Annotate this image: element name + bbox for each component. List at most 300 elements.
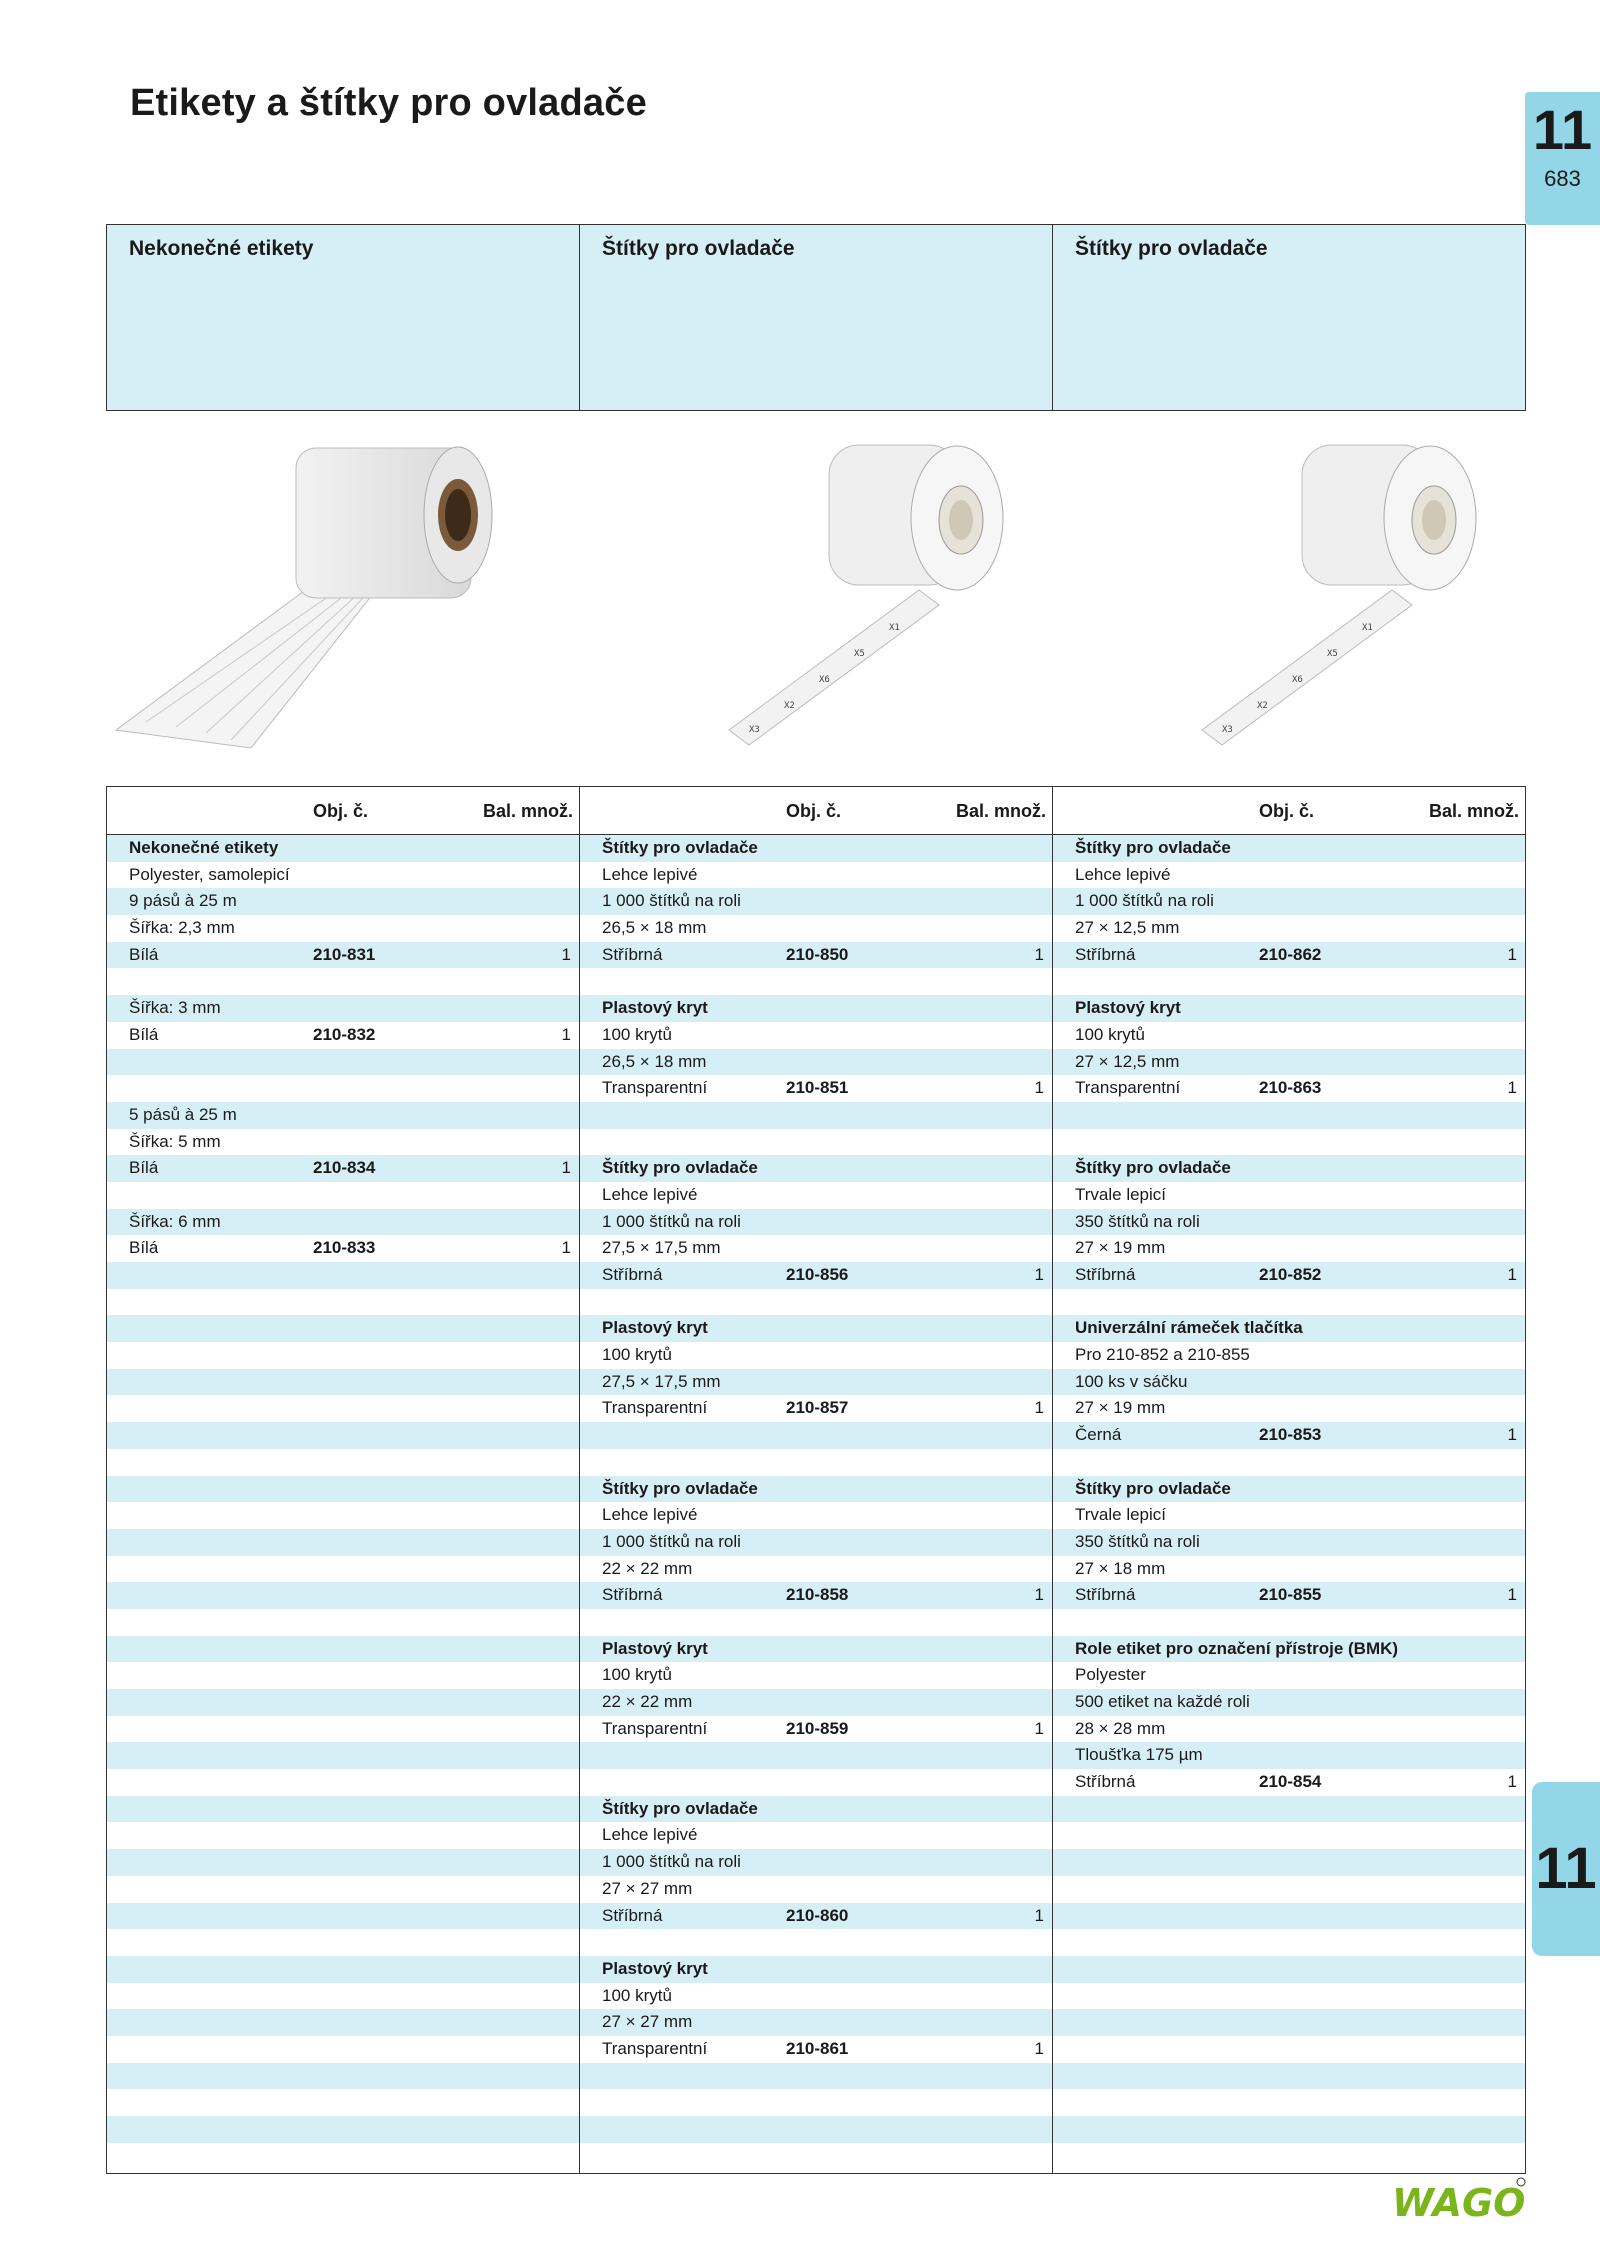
side-chapter-number: 11 [1535,1836,1597,1901]
wago-logo-text: WAGO [1392,2181,1526,2225]
product-group-title: Plastový kryt [602,1638,708,1658]
table-row [580,1075,1052,1102]
table-row [107,1209,579,1236]
table-row [107,1182,579,1209]
table-row [107,1876,579,1903]
table-row [1053,1956,1525,1983]
side-chapter-tab[interactable] [1532,1782,1600,1956]
table-row [107,2036,579,2063]
table-row [580,1769,1052,1796]
table-row [1053,1476,1525,1503]
table-row [580,1476,1052,1503]
table-row [1053,1049,1525,1076]
product-group-title: Štítky pro ovladače [1075,1478,1231,1498]
table-row [580,1529,1052,1556]
product-attribute: 22 × 22 mm [602,1692,693,1711]
pack-quantity: 1 [1034,1905,1044,1925]
order-number: 210-858 [786,1585,849,1605]
pack-quantity: 1 [1034,1078,1044,1098]
product-attribute: 100 krytů [602,1345,672,1365]
table-row [580,1502,1052,1529]
table-row [580,1689,1052,1716]
product-attribute: 5 pásů à 25 m [129,1104,237,1124]
table-row [580,1422,1052,1449]
table-row [107,1716,579,1743]
table-row [1053,1182,1525,1209]
table-row [107,2063,579,2090]
table-row [580,1022,1052,1049]
table-row [107,1796,579,1823]
header-col-3 [1052,225,1525,410]
roll-label-8: X6 [1292,675,1303,685]
table-row [1053,2036,1525,2063]
product-attribute: Černá [1075,1425,1122,1445]
order-number: 210-857 [786,1398,849,1418]
table-row [107,1903,579,1930]
product-group-title: Role etiket pro označení přístroje (BMK) [1075,1638,1399,1658]
table-row [580,1315,1052,1342]
product-attribute: 27,5 × 17,5 mm [602,1371,721,1391]
product-attribute: 27 × 18 mm [1075,1558,1166,1578]
table-row [580,1102,1052,1129]
header-col-3-label: Štítky pro ovladače [1075,237,1268,260]
table-row [107,1556,579,1583]
table-row [107,1769,579,1796]
table-row [107,995,579,1022]
table-row [107,1662,579,1689]
table-row [107,1822,579,1849]
table-row [107,1369,579,1396]
roll-label-9: X5 [1327,649,1338,659]
product-attribute: 27 × 19 mm [1075,1398,1166,1418]
table-row [580,1449,1052,1476]
product-attribute: 1 000 štítků na roli [602,1211,741,1231]
product-attribute: Stříbrná [602,1265,663,1284]
operator-marker-roll-image-1 [579,430,1052,750]
product-attribute: 27,5 × 17,5 mm [602,1238,721,1258]
table-row [580,1556,1052,1583]
table-row [580,1876,1052,1903]
endless-labels-roll-image [106,430,579,750]
table-row [1053,1235,1525,1262]
roll-label-4: X5 [854,649,865,659]
table-row [1053,1502,1525,1529]
product-group-title: Plastový kryt [1075,998,1181,1018]
header-col-1-label: Nekonečné etikety [129,237,314,260]
order-number: 210-854 [1259,1772,1322,1792]
product-attribute: 27 × 12,5 mm [1075,918,1180,938]
table-col-1 [107,787,579,2173]
table-row [580,862,1052,889]
order-number: 210-862 [1259,944,1322,964]
table-row [107,1636,579,1663]
table-row [580,2036,1052,2063]
product-attribute: Lehce lepivé [602,1825,698,1845]
table-row [1053,1929,1525,1956]
header-col-1 [107,225,579,410]
table-row [1053,1395,1525,1422]
table-row [580,1262,1052,1289]
product-attribute: 100 krytů [1075,1024,1145,1044]
table-row [1053,1742,1525,1769]
table-row [1053,888,1525,915]
product-attribute: 27 × 12,5 mm [1075,1051,1180,1071]
table-row [580,1849,1052,1876]
table-row [1053,1983,1525,2010]
table-row [580,1609,1052,1636]
order-number-header: Obj. č. [1259,801,1315,821]
table-row [1053,2009,1525,2036]
table-row [1053,1262,1525,1289]
product-attribute: Transparentní [602,1398,708,1418]
product-attribute: Lehce lepivé [602,1184,698,1204]
product-attribute: Trvale lepicí [1075,1184,1167,1204]
product-attribute: Polyester, samolepicí [129,864,290,884]
product-attribute: 26,5 × 18 mm [602,1051,707,1071]
table-row [107,1449,579,1476]
product-attribute: Lehce lepivé [1075,864,1171,884]
order-number: 210-856 [786,1265,849,1284]
pack-quantity: 1 [561,1158,571,1178]
product-attribute: 1 000 štítků na roli [1075,891,1214,911]
wago-logo [1388,2170,1528,2230]
product-group-title: Plastový kryt [602,998,708,1018]
product-group-title: Univerzální rámeček tlačítka [1075,1318,1303,1338]
product-attribute: 350 štítků na roli [1075,1211,1200,1231]
table-row [1053,1129,1525,1156]
pack-quantity: 1 [1507,1265,1517,1284]
table-row [107,1742,579,1769]
product-attribute: Transparentní [602,1078,708,1098]
table-row [580,2116,1052,2143]
product-attribute: Šířka: 6 mm [129,1211,221,1231]
table-row [107,1022,579,1049]
table-row [580,1796,1052,1823]
product-attribute: Polyester [1075,1665,1146,1685]
table-row [1053,1422,1525,1449]
table-row [1053,1369,1525,1396]
product-attribute: 100 krytů [602,1985,672,2005]
order-number: 210-859 [786,1718,849,1738]
table-row [107,835,579,862]
roll-label-10: X1 [1362,623,1373,633]
order-number: 210-832 [313,1024,376,1044]
product-attribute: Trvale lepicí [1075,1505,1167,1525]
pack-quantity: 1 [1507,1078,1517,1098]
table-row [1053,2143,1525,2170]
table-row [1053,1849,1525,1876]
order-number: 210-861 [786,2038,849,2058]
table-row [1053,1903,1525,1930]
table-rows [1053,835,1525,2169]
table-row [1053,835,1525,862]
table-row [1053,862,1525,889]
pack-quantity: 1 [1034,1585,1044,1605]
product-attribute: 27 × 27 mm [602,2012,693,2032]
product-attribute: 1 000 štítků na roli [602,1531,741,1551]
order-number-header: Obj. č. [786,801,842,821]
product-attribute: Bílá [129,944,159,964]
table-row [1053,1876,1525,1903]
pack-quantity: 1 [1034,944,1044,964]
product-attribute: 100 ks v sáčku [1075,1371,1188,1391]
table-row [580,1182,1052,1209]
order-number: 210-863 [1259,1078,1322,1098]
table-row [1053,1449,1525,1476]
page-number: 683 [1544,166,1581,191]
table-row [580,1929,1052,1956]
order-number: 210-834 [313,1158,376,1178]
table-row [580,1289,1052,1316]
pack-quantity: 1 [1507,1772,1517,1792]
table-row [1053,942,1525,969]
table-row [107,1983,579,2010]
table-row [580,1209,1052,1236]
table-row [107,915,579,942]
table-row [1053,1209,1525,1236]
pack-quantity: 1 [1507,1585,1517,1605]
table-row [107,2116,579,2143]
table-row [107,1476,579,1503]
product-attribute: Šířka: 5 mm [129,1131,221,1151]
table-row [107,1849,579,1876]
table-row [107,1502,579,1529]
pack-quantity: 1 [1034,1265,1044,1284]
table-row [107,888,579,915]
chapter-tab[interactable] [1525,92,1600,225]
table-row [107,1342,579,1369]
pack-quantity: 1 [561,1238,571,1258]
table-row [107,1422,579,1449]
product-attribute: Stříbrná [602,944,663,964]
order-number: 210-850 [786,944,849,964]
table-row [107,1582,579,1609]
product-attribute: Bílá [129,1024,159,1044]
roll-label-1: X3 [749,725,760,735]
table-row [107,2089,579,2116]
product-group-title: Štítky pro ovladače [602,1798,758,1818]
table-row [1053,1342,1525,1369]
table-row [1053,1689,1525,1716]
table-row [580,1342,1052,1369]
page-title: Etikety a štítky pro ovladače [130,82,647,124]
product-attribute: Lehce lepivé [602,864,698,884]
table-row [1053,1609,1525,1636]
table-row [580,1049,1052,1076]
table-row [1053,2116,1525,2143]
table-row [107,2143,579,2170]
product-attribute: Bílá [129,1238,159,1258]
table-row [107,1129,579,1156]
order-number: 210-831 [313,944,376,964]
operator-marker-roll-image-2 [1052,430,1525,750]
product-attribute: Pro 210-852 a 210-855 [1075,1345,1250,1365]
table-row [107,1929,579,1956]
table-rows [107,835,579,2169]
product-attribute: 28 × 28 mm [1075,1718,1166,1738]
pack-quantity: 1 [561,1024,571,1044]
pack-qty-header: Bal. množ. [1428,801,1519,821]
table-row [580,995,1052,1022]
table-row [107,942,579,969]
table-row [107,1102,579,1129]
roll-label-3: X6 [819,675,830,685]
table-row [107,862,579,889]
table-row [580,2143,1052,2170]
pack-quantity: 1 [1034,1398,1044,1418]
table-row [1053,1716,1525,1743]
product-group-title: Štítky pro ovladače [1075,838,1231,857]
roll-label-6: X3 [1222,725,1233,735]
roll-label-2: X2 [784,701,795,711]
table-row [107,1609,579,1636]
header-col-2-label: Štítky pro ovladače [602,237,795,260]
pack-quantity: 1 [561,944,571,964]
pack-quantity: 1 [1034,2038,1044,2058]
table-row [580,835,1052,862]
table-row [1053,995,1525,1022]
table-row [107,1689,579,1716]
table-row [1053,968,1525,995]
table-row [107,1155,579,1182]
roll-label-5: X1 [889,623,900,633]
product-attribute: Transparentní [602,2038,708,2058]
pack-quantity: 1 [1507,944,1517,964]
product-attribute: Stříbrná [602,1585,663,1605]
table-row [1053,915,1525,942]
table-row [107,968,579,995]
table-row [580,1129,1052,1156]
table-row [580,1742,1052,1769]
product-images [106,430,1526,750]
product-group-title: Štítky pro ovladače [602,1478,758,1498]
table-row [580,915,1052,942]
product-attribute: Šířka: 3 mm [129,998,221,1018]
table-row [1053,1582,1525,1609]
table-row [1053,1662,1525,1689]
product-group-title: Nekonečné etikety [129,838,279,857]
table-row [1053,1556,1525,1583]
table-row [580,1636,1052,1663]
table-row [107,1049,579,1076]
pack-quantity: 1 [1507,1425,1517,1445]
table-row [1053,1022,1525,1049]
table-row [1053,1636,1525,1663]
product-attribute: 100 krytů [602,1665,672,1685]
table-row [580,968,1052,995]
table-row [580,1155,1052,1182]
order-number: 210-860 [786,1905,849,1925]
product-group-title: Plastový kryt [602,1318,708,1338]
table-row [1053,1102,1525,1129]
order-number: 210-853 [1259,1425,1322,1445]
product-attribute: Bílá [129,1158,159,1178]
chapter-number: 11 [1532,98,1593,161]
product-attribute: 27 × 19 mm [1075,1238,1166,1258]
product-attribute: Stříbrná [1075,1585,1136,1605]
table-row [580,1395,1052,1422]
table-row [1053,1796,1525,1823]
table-row [107,2009,579,2036]
product-attribute: 1 000 štítků na roli [602,1852,741,1872]
product-attribute: 500 etiket na každé roli [1075,1692,1250,1711]
table-row [580,2009,1052,2036]
table-col-head [1053,787,1525,835]
pack-qty-header: Bal. množ. [955,801,1046,821]
product-group-title: Štítky pro ovladače [602,838,758,857]
table-row [1053,1769,1525,1796]
table-row [107,1315,579,1342]
category-header [106,224,1526,411]
product-attribute: 9 pásů à 25 m [129,891,237,911]
table-row [1053,2063,1525,2090]
product-group-title: Plastový kryt [602,1958,708,1978]
table-col-2 [579,787,1052,2173]
pack-qty-header: Bal. množ. [482,801,573,821]
table-col-head [107,787,579,835]
product-attribute: Lehce lepivé [602,1505,698,1525]
table-row [107,1075,579,1102]
product-attribute: Stříbrná [1075,1265,1136,1284]
table-col-head [580,787,1052,835]
order-number: 210-833 [313,1238,376,1258]
table-row [107,1289,579,1316]
table-row [107,1395,579,1422]
product-attribute: Stříbrná [602,1905,663,1925]
table-row [580,2089,1052,2116]
pack-quantity: 1 [1034,1718,1044,1738]
table-row [107,1956,579,1983]
order-number: 210-852 [1259,1265,1322,1284]
table-row [1053,1529,1525,1556]
order-number: 210-851 [786,1078,849,1098]
roll-label-7: X2 [1257,701,1268,711]
product-attribute: 22 × 22 mm [602,1558,693,1578]
table-row [1053,1075,1525,1102]
order-number-header: Obj. č. [313,801,369,821]
product-attribute: Šířka: 2,3 mm [129,918,235,938]
product-attribute: Stříbrná [1075,1772,1136,1792]
table-row [580,1662,1052,1689]
table-row [580,942,1052,969]
table-col-3 [1052,787,1525,2173]
table-row [580,1983,1052,2010]
table-row [107,1235,579,1262]
table-rows [580,835,1052,2169]
table-row [580,1956,1052,1983]
table-row [580,1369,1052,1396]
table-row [580,1903,1052,1930]
table-row [1053,2089,1525,2116]
product-attribute: 350 štítků na roli [1075,1531,1200,1551]
product-attribute: 100 krytů [602,1024,672,1044]
table-row [1053,1822,1525,1849]
header-col-2 [579,225,1052,410]
order-number: 210-855 [1259,1585,1322,1605]
product-attribute: 27 × 27 mm [602,1878,693,1898]
table-row [1053,1155,1525,1182]
product-table [106,786,1526,2174]
table-row [107,1529,579,1556]
product-group-title: Štítky pro ovladače [1075,1158,1231,1178]
product-attribute: Transparentní [602,1718,708,1738]
table-row [580,1582,1052,1609]
product-attribute: 26,5 × 18 mm [602,918,707,938]
table-row [580,1235,1052,1262]
product-attribute: Tloušťka 175 µm [1075,1745,1203,1765]
table-row [107,1262,579,1289]
product-group-title: Štítky pro ovladače [602,1158,758,1178]
